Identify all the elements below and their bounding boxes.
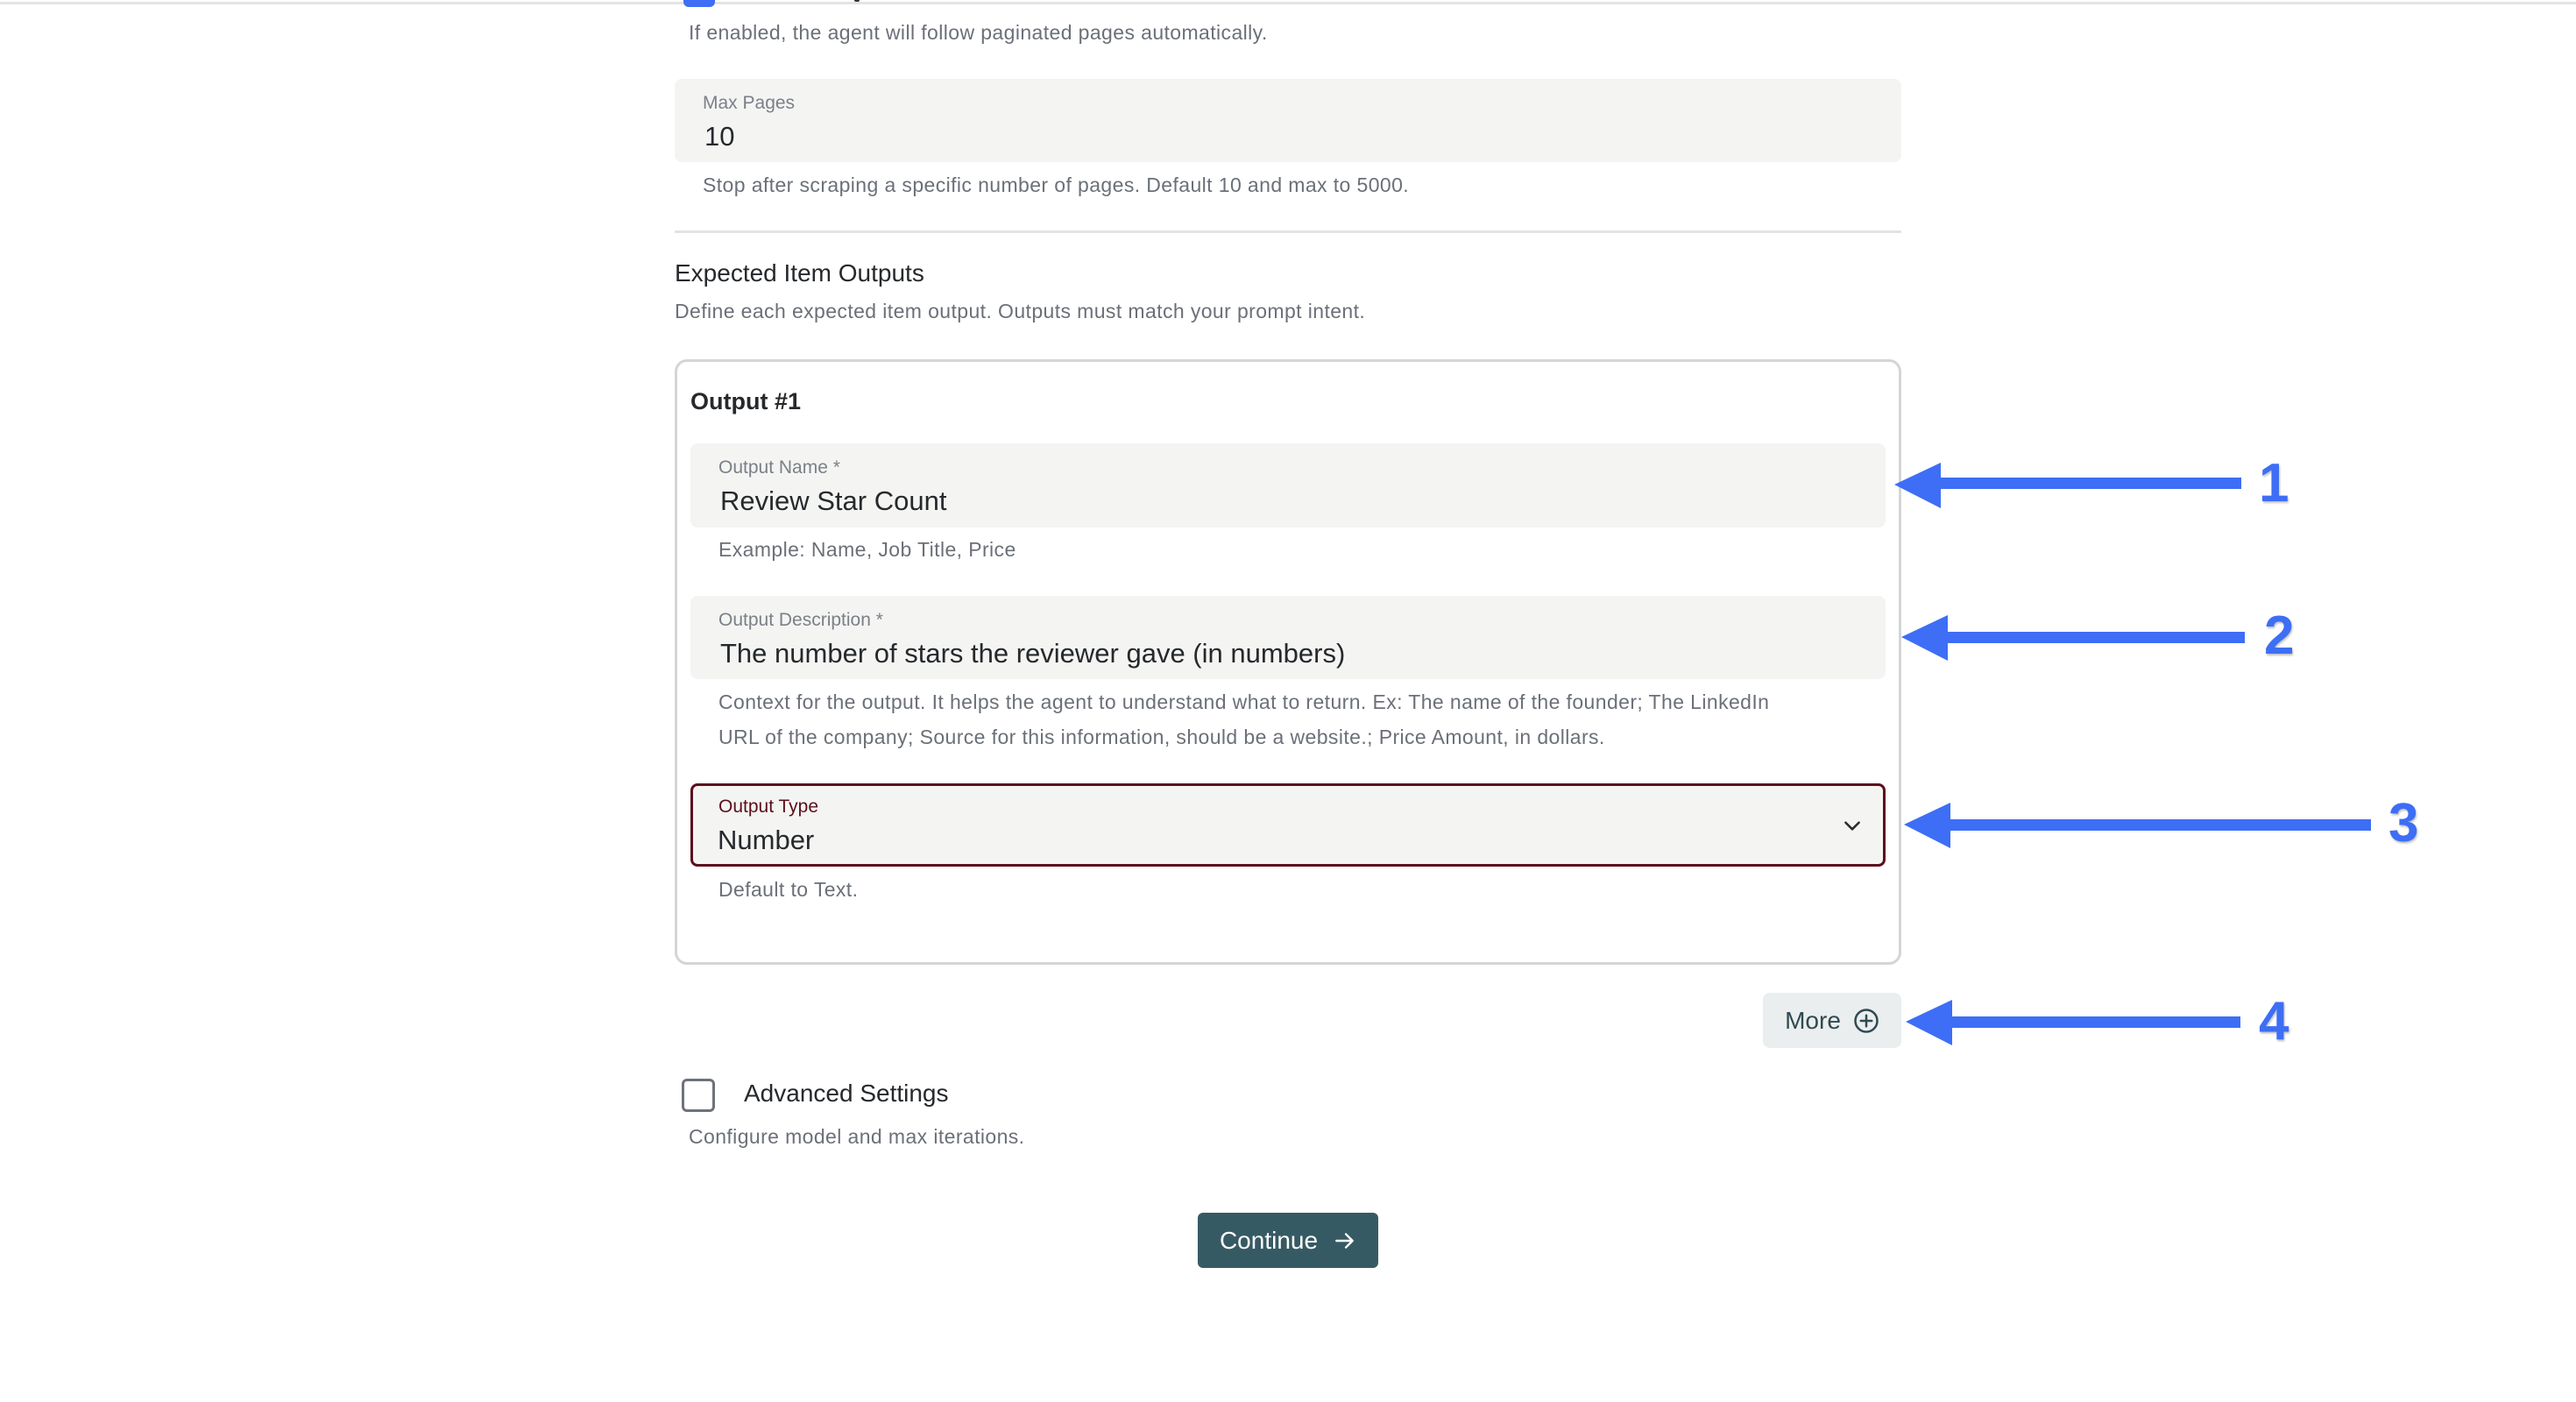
annotation-number-2: 2	[2264, 605, 2295, 666]
max-pages-value: 10	[704, 121, 735, 152]
output-name-label: Output Name *	[718, 457, 840, 478]
advanced-settings-hint: Configure model and max iterations.	[689, 1125, 1025, 1148]
output-name-hint: Example: Name, Job Title, Price	[718, 538, 1016, 561]
output-type-hint: Default to Text.	[718, 878, 859, 901]
output-description-hint-line1: Context for the output. It helps the agent to understand what to return. Ex: The name of the founder; The LinkedIn	[718, 690, 1770, 713]
annotation-number-1: 1	[2259, 453, 2289, 513]
pagination-hint: If enabled, the agent will follow paginated pages automatically.	[689, 21, 1268, 44]
output-type-value: Number	[718, 825, 815, 855]
output-description-label: Output Description *	[718, 610, 883, 630]
output-description-value: The number of stars the reviewer gave (in numbers)	[720, 638, 1346, 669]
output-card-title: Output #1	[690, 388, 801, 414]
annotation-number-3: 3	[2388, 793, 2419, 853]
continue-button-label: Continue	[1219, 1226, 1319, 1254]
max-pages-label: Max Pages	[703, 93, 796, 113]
expected-outputs-title: Expected Item Outputs	[675, 259, 924, 287]
output-description-hint-line2: URL of the company; Source for this information, should be a website.; Price Amount, in dollars.	[718, 726, 1605, 748]
output-name-value: Review Star Count	[720, 485, 947, 516]
output-type-label: Output Type	[718, 797, 819, 817]
max-pages-hint: Stop after scraping a specific number of pages. Default 10 and max to 5000.	[703, 173, 1410, 196]
expected-outputs-description: Define each expected item output. Outputs must match your prompt intent.	[675, 300, 1366, 322]
advanced-settings-label[interactable]: Advanced Settings	[744, 1080, 949, 1107]
more-button-label: More	[1785, 1006, 1841, 1034]
annotation-number-4: 4	[2259, 991, 2289, 1052]
